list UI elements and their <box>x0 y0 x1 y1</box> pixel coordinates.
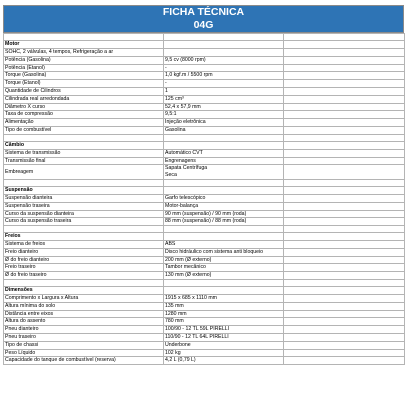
spec-empty <box>284 95 405 103</box>
spec-value: 102 kg <box>164 349 284 357</box>
section-header-row <box>4 141 405 149</box>
spec-empty <box>284 341 405 349</box>
spec-empty <box>284 349 405 357</box>
spec-row <box>4 248 405 256</box>
section-title: Freios <box>4 233 164 241</box>
section-title: Motor <box>4 41 164 49</box>
spec-empty <box>284 165 405 180</box>
section-filler <box>164 187 284 195</box>
spec-row <box>4 194 405 202</box>
spec-value: 1280 mm <box>164 310 284 318</box>
spec-empty <box>284 194 405 202</box>
spacer-cell <box>4 179 164 186</box>
spec-value: 110/90 - 12 TL 64L PIRELLI <box>164 334 284 342</box>
spec-row <box>4 119 405 127</box>
spec-label: Freio traseiro <box>4 264 164 272</box>
spec-label: Ø do freio traseiro <box>4 272 164 280</box>
spacer-row <box>4 34 405 41</box>
spacer-row <box>4 134 405 141</box>
spec-label: Diâmetro X curso <box>4 103 164 111</box>
spec-empty <box>284 218 405 226</box>
spec-value: Gasolina <box>164 126 284 134</box>
spec-row <box>4 111 405 119</box>
spec-value-line: Seca <box>165 172 177 179</box>
spec-label: Alimentação <box>4 119 164 127</box>
spec-label: Sistema de transmissão <box>4 149 164 157</box>
sheet-header <box>3 5 404 33</box>
spec-row <box>4 349 405 357</box>
spec-empty <box>284 157 405 165</box>
spec-value: 1 <box>164 87 284 95</box>
spec-row <box>4 157 405 165</box>
spec-row <box>4 72 405 80</box>
spec-value: Motor-balança <box>164 202 284 210</box>
spec-empty <box>284 210 405 218</box>
spec-label: Curso da suspensão traseira <box>4 218 164 226</box>
spec-empty <box>284 318 405 326</box>
spec-row <box>4 357 405 365</box>
spec-empty <box>284 272 405 280</box>
spec-row <box>4 87 405 95</box>
spec-empty <box>284 302 405 310</box>
sheet-title: FICHA TÉCNICA <box>162 6 245 18</box>
spec-label: Embreagem <box>4 165 164 180</box>
section-header-row <box>4 287 405 295</box>
spec-value: 1,0 kgf.m / 5500 rpm <box>164 72 284 80</box>
spec-value <box>164 165 284 180</box>
spec-value: Disco hidráulico com sistema anti bloqueio <box>164 248 284 256</box>
spec-value: Garfo telescópico <box>164 194 284 202</box>
spec-row <box>4 272 405 280</box>
spec-row <box>4 165 405 180</box>
spec-label: Comprimento x Largura x Altura <box>4 295 164 303</box>
spec-label: Suspensão dianteira <box>4 194 164 202</box>
spec-row <box>4 218 405 226</box>
spec-empty <box>284 80 405 88</box>
spacer-cell <box>4 34 164 41</box>
spec-row <box>4 310 405 318</box>
spec-value: 200 mm (Ø externo) <box>164 256 284 264</box>
spec-value <box>164 48 284 56</box>
spec-label: SOHC, 2 válvulas, 4 tempos, Refrigeração a ar <box>4 48 164 56</box>
spec-empty <box>284 202 405 210</box>
section-header-row <box>4 233 405 241</box>
spec-label: Curso da suspensão dianteira <box>4 210 164 218</box>
section-header-row <box>4 187 405 195</box>
spec-value: - <box>164 80 284 88</box>
spacer-cell <box>4 280 164 287</box>
spec-empty <box>284 87 405 95</box>
section-filler <box>284 287 405 295</box>
spec-value: Tambor mecânico <box>164 264 284 272</box>
spec-table <box>3 33 405 365</box>
spec-value: Automático CVT <box>164 149 284 157</box>
spec-empty <box>284 248 405 256</box>
spec-label: Ø do freio dianteiro <box>4 256 164 264</box>
spec-row <box>4 241 405 249</box>
spec-empty <box>284 56 405 64</box>
spec-row <box>4 202 405 210</box>
spec-label: Suspensão traseira <box>4 202 164 210</box>
spacer-cell <box>284 179 405 186</box>
spec-row <box>4 126 405 134</box>
spacer-row <box>4 226 405 233</box>
spec-empty <box>284 111 405 119</box>
spec-value: 90 mm (suspensão) / 90 mm (roda) <box>164 210 284 218</box>
spec-empty <box>284 264 405 272</box>
spec-empty <box>284 72 405 80</box>
spec-value: 130 mm (Ø externo) <box>164 272 284 280</box>
spec-value: 135 mm <box>164 302 284 310</box>
spacer-cell <box>284 134 405 141</box>
spec-row <box>4 295 405 303</box>
section-filler <box>164 233 284 241</box>
spec-label: Altura mínima do solo <box>4 302 164 310</box>
spacer-cell <box>284 226 405 233</box>
spec-label: Tipo de chassi <box>4 341 164 349</box>
spec-label: Quantidade de Cilindros <box>4 87 164 95</box>
spec-value: 780 mm <box>164 318 284 326</box>
spacer-cell <box>164 226 284 233</box>
spec-label: Potência (Gasolina) <box>4 56 164 64</box>
spec-label: Taxa de compressão <box>4 111 164 119</box>
spec-row <box>4 56 405 64</box>
spec-row <box>4 48 405 56</box>
spacer-cell <box>164 280 284 287</box>
spec-row <box>4 326 405 334</box>
section-filler <box>164 141 284 149</box>
spacer-cell <box>164 179 284 186</box>
spec-value: 100/90 - 12 TL 59L PIRELLI <box>164 326 284 334</box>
spec-row <box>4 149 405 157</box>
spec-value: Engrenagens <box>164 157 284 165</box>
spec-value-line: Sapata Centrífuga <box>165 165 208 172</box>
spec-empty <box>284 149 405 157</box>
spec-empty <box>284 241 405 249</box>
section-header-row <box>4 41 405 49</box>
section-title: Dimensões <box>4 287 164 295</box>
spacer-cell <box>4 226 164 233</box>
spec-label: Altura do assento <box>4 318 164 326</box>
spec-value: 9,5:1 <box>164 111 284 119</box>
spec-value: 52,4 x 57,9 mm <box>164 103 284 111</box>
spec-value: ABS <box>164 241 284 249</box>
section-filler <box>284 141 405 149</box>
spec-label: Capacidade do tanque de combustível (reserva) <box>4 357 164 365</box>
spec-row <box>4 210 405 218</box>
spec-empty <box>284 326 405 334</box>
spec-value: Injeção eletrônica <box>164 119 284 127</box>
spec-empty <box>284 295 405 303</box>
section-filler <box>164 41 284 49</box>
spec-row <box>4 302 405 310</box>
spec-value: - <box>164 64 284 72</box>
spec-sheet <box>3 5 404 365</box>
spec-label: Transmissão final <box>4 157 164 165</box>
spec-value: 1915 x 685 x 1110 mm <box>164 295 284 303</box>
spec-label: Torque (Gasolina) <box>4 72 164 80</box>
section-filler <box>284 187 405 195</box>
spec-row <box>4 80 405 88</box>
spec-empty <box>284 64 405 72</box>
spacer-cell <box>284 280 405 287</box>
spec-row <box>4 334 405 342</box>
spacer-cell <box>4 134 164 141</box>
spec-label: Cilindrada real arredondada <box>4 95 164 103</box>
spec-value: Underbone <box>164 341 284 349</box>
spec-empty <box>284 48 405 56</box>
section-filler <box>284 233 405 241</box>
spec-row <box>4 64 405 72</box>
spacer-row <box>4 280 405 287</box>
spec-label: Sistema de freios <box>4 241 164 249</box>
spec-label: Tipo de combustível <box>4 126 164 134</box>
spacer-cell <box>164 134 284 141</box>
spec-empty <box>284 357 405 365</box>
spec-row <box>4 95 405 103</box>
model-code: 04G <box>193 19 214 31</box>
spec-value: 9,5 cv (8000 rpm) <box>164 56 284 64</box>
spec-empty <box>284 103 405 111</box>
spec-value: 88 mm (suspensão) / 88 mm (roda) <box>164 218 284 226</box>
section-title: Câmbio <box>4 141 164 149</box>
spacer-row <box>4 179 405 186</box>
spec-row <box>4 103 405 111</box>
spec-empty <box>284 256 405 264</box>
section-title: Suspensão <box>4 187 164 195</box>
spec-label: Pneu traseiro <box>4 334 164 342</box>
spec-empty <box>284 310 405 318</box>
section-filler <box>284 41 405 49</box>
spec-label: Pneu dianteiro <box>4 326 164 334</box>
spacer-cell <box>164 34 284 41</box>
spec-empty <box>284 126 405 134</box>
spec-row <box>4 256 405 264</box>
spec-empty <box>284 334 405 342</box>
spec-row <box>4 264 405 272</box>
spec-row <box>4 318 405 326</box>
spec-label: Potência (Etanol) <box>4 64 164 72</box>
spec-row <box>4 341 405 349</box>
spacer-cell <box>284 34 405 41</box>
spec-table-body <box>4 34 405 365</box>
spec-label: Freio dianteiro <box>4 248 164 256</box>
spec-value: 4,2 L (0,79 L) <box>164 357 284 365</box>
spec-value: 125 cm³ <box>164 95 284 103</box>
spec-label: Distância entre eixos <box>4 310 164 318</box>
spec-label: Peso Líquido <box>4 349 164 357</box>
spec-label: Torque (Etanol) <box>4 80 164 88</box>
section-filler <box>164 287 284 295</box>
spec-empty <box>284 119 405 127</box>
